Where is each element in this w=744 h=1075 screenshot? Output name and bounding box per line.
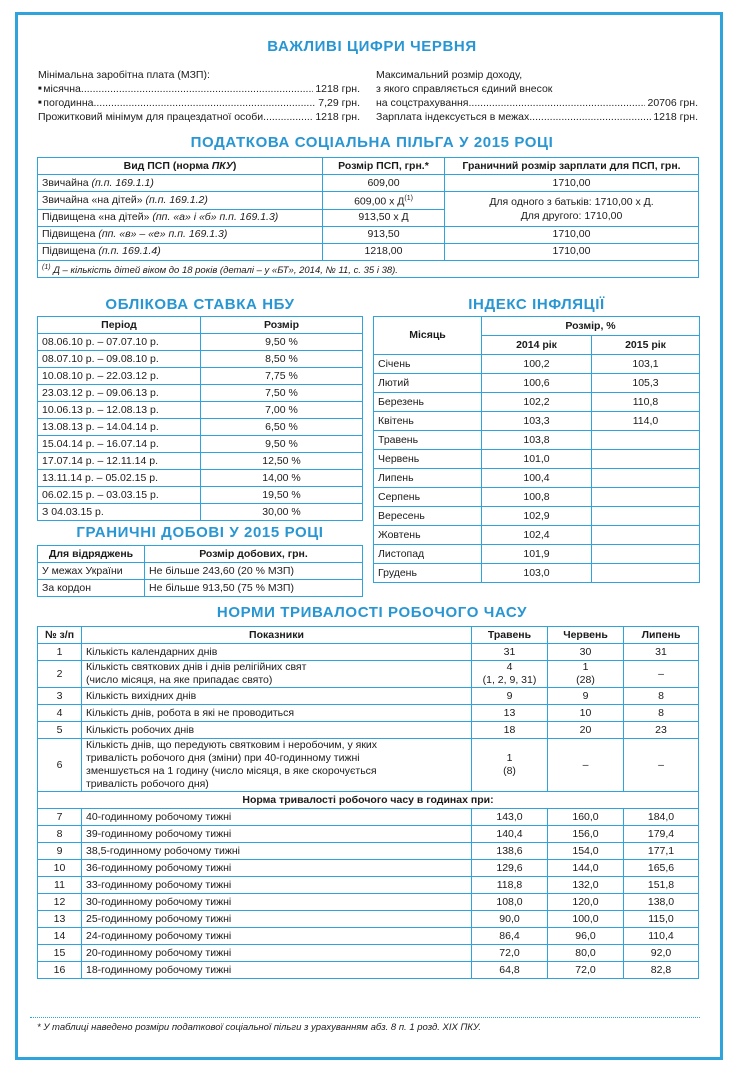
inflation-2014-cell: 103,0 xyxy=(482,564,592,583)
inflation-2014-cell: 102,2 xyxy=(482,393,592,412)
nbu-period-cell: 06.02.15 р. – 03.03.15 р. xyxy=(38,487,201,504)
mzp-hourly-row xyxy=(38,96,360,110)
inflation-header-month: Місяць xyxy=(374,317,482,355)
norms-may-cell: 118,8 xyxy=(472,877,548,894)
inflation-month-cell: Листопад xyxy=(374,545,482,564)
table-row xyxy=(38,368,363,385)
norms-jul-cell: 184,0 xyxy=(624,809,699,826)
norms-indicator-cell: Кількість робочих днів xyxy=(82,722,472,739)
norms-indicator-cell: 33-годинному робочому тижні xyxy=(82,877,472,894)
norms-num-cell: 5 xyxy=(38,722,82,739)
daily-trip-cell: У межах України xyxy=(38,563,145,580)
daily-header-size: Розмір добових, грн. xyxy=(145,546,363,563)
norms-indicator-cell: Кількість святкових днів і днів релігійних свят (число місяця, на яке припадає свято) xyxy=(82,661,472,688)
inflation-header-size: Розмір, % xyxy=(482,317,700,336)
norms-jun-cell: 10 xyxy=(548,705,624,722)
mzp-label: Мінімальна заробітна плата (МЗП): xyxy=(38,69,210,81)
table-row xyxy=(38,334,363,351)
inflation-2014-cell: 100,4 xyxy=(482,469,592,488)
table-row xyxy=(38,351,363,368)
psp-limit-cell: 1710,00 xyxy=(445,243,699,260)
table-row xyxy=(374,507,700,526)
table-row xyxy=(38,644,699,661)
norms-num-cell: 12 xyxy=(38,894,82,911)
norms-jul-cell: – xyxy=(624,739,699,792)
table-row xyxy=(38,860,699,877)
norms-indicator-cell: Кількість вихідних днів xyxy=(82,688,472,705)
inflation-month-cell: Липень xyxy=(374,469,482,488)
living-min-row xyxy=(38,110,360,124)
norms-jul-cell: 151,8 xyxy=(624,877,699,894)
nbu-period-cell: 13.08.13 р. – 14.04.14 р. xyxy=(38,419,201,436)
norms-header-july: Липень xyxy=(624,627,699,644)
nbu-period-cell: 15.04.14 р. – 16.07.14 р. xyxy=(38,436,201,453)
inflation-month-cell: Грудень xyxy=(374,564,482,583)
inflation-2014-cell: 103,8 xyxy=(482,431,592,450)
table-row xyxy=(38,894,699,911)
daily-title: ГРАНИЧНІ ДОБОВІ У 2015 РОЦІ xyxy=(76,524,324,541)
inflation-2015-cell xyxy=(592,564,700,583)
psp-header-row xyxy=(38,158,699,175)
table-row xyxy=(374,412,700,431)
table-row xyxy=(38,911,699,928)
table-row xyxy=(38,843,699,860)
mzp-hourly-label: ■ погодинна xyxy=(38,96,93,110)
norms-table xyxy=(37,626,699,979)
important-left-block xyxy=(38,68,360,124)
max-income-line3: на соцстрахування xyxy=(376,97,469,109)
nbu-size-cell: 6,50 % xyxy=(201,419,363,436)
nbu-table xyxy=(37,316,363,521)
table-row xyxy=(374,469,700,488)
psp-header-type: Вид ПСП (норма ПКУ) xyxy=(38,158,323,175)
psp-type-cell: Підвищена (пп. «в» – «е» п.п. 169.1.3) xyxy=(38,226,323,243)
norms-may-cell: 9 xyxy=(472,688,548,705)
table-row xyxy=(38,580,363,597)
norms-num-cell: 6 xyxy=(38,739,82,792)
norms-indicator-cell: Кількість днів, робота в які не проводиться xyxy=(82,705,472,722)
max-income-line1: Максимальний розмір доходу, xyxy=(376,69,523,81)
max-income-row xyxy=(376,96,698,110)
inflation-2014-cell: 100,2 xyxy=(482,355,592,374)
table-row xyxy=(38,962,699,979)
inflation-month-cell: Квітень xyxy=(374,412,482,431)
psp-header-limit: Граничний розмір зарплати для ПСП, грн. xyxy=(445,158,699,175)
nbu-size-cell: 14,00 % xyxy=(201,470,363,487)
psp-size-cell: 609,00 xyxy=(323,175,445,192)
norms-num-cell: 14 xyxy=(38,928,82,945)
norms-may-cell: 108,0 xyxy=(472,894,548,911)
psp-size-cell: 1218,00 xyxy=(323,243,445,260)
nbu-size-cell: 9,50 % xyxy=(201,436,363,453)
norms-may-cell: 90,0 xyxy=(472,911,548,928)
norms-jun-cell: 100,0 xyxy=(548,911,624,928)
norms-indicator-cell: 39-годинному робочому тижні xyxy=(82,826,472,843)
norms-jul-cell: – xyxy=(624,661,699,688)
inflation-2015-cell xyxy=(592,526,700,545)
table-row xyxy=(38,419,363,436)
psp-limit-cell: 1710,00 xyxy=(445,226,699,243)
norms-header-june: Червень xyxy=(548,627,624,644)
norms-jul-cell: 23 xyxy=(624,722,699,739)
norms-num-cell: 13 xyxy=(38,911,82,928)
mzp-monthly-label: ■ місячна xyxy=(38,82,81,96)
norms-num-cell: 1 xyxy=(38,644,82,661)
nbu-period-cell: 08.06.10 р. – 07.07.10 р. xyxy=(38,334,201,351)
norms-title: НОРМИ ТРИВАЛОСТІ РОБОЧОГО ЧАСУ xyxy=(216,604,528,621)
norms-may-cell: 129,6 xyxy=(472,860,548,877)
inflation-2015-cell: 105,3 xyxy=(592,374,700,393)
inflation-header-2015: 2015 рік xyxy=(592,336,700,355)
inflation-month-cell: Лютий xyxy=(374,374,482,393)
norms-may-cell: 72,0 xyxy=(472,945,548,962)
norms-num-cell: 16 xyxy=(38,962,82,979)
inflation-2015-cell xyxy=(592,431,700,450)
inflation-2014-cell: 100,8 xyxy=(482,488,592,507)
table-row xyxy=(38,192,699,210)
norms-header-may: Травень xyxy=(472,627,548,644)
norms-indicator-cell: 30-годинному робочому тижні xyxy=(82,894,472,911)
norms-jul-cell: 179,4 xyxy=(624,826,699,843)
norms-indicator-cell: 20-годинному робочому тижні xyxy=(82,945,472,962)
table-row xyxy=(38,175,699,192)
table-row xyxy=(38,470,363,487)
table-row xyxy=(38,945,699,962)
norms-header-indicator: Показники xyxy=(82,627,472,644)
living-min-label: Прожитковий мінімум для працездатної особи xyxy=(38,111,264,123)
nbu-size-cell: 30,00 % xyxy=(201,504,363,521)
norms-indicator-cell: 40-годинному робочому тижні xyxy=(82,809,472,826)
norms-indicator-cell: 36-годинному робочому тижні xyxy=(82,860,472,877)
inflation-2015-cell xyxy=(592,488,700,507)
nbu-title: ОБЛІКОВА СТАВКА НБУ xyxy=(105,296,295,313)
norms-jun-cell: 80,0 xyxy=(548,945,624,962)
norms-num-cell: 9 xyxy=(38,843,82,860)
norms-jul-cell: 115,0 xyxy=(624,911,699,928)
indexed-value: 1218 грн. xyxy=(653,111,698,123)
norms-indicator-cell: Кількість днів, що передують святковим і неробочим, у яких тривалість робочого дня (зміни) при 40-годинному тижні зменшується на 1 годину (число місяця, в яке скорочується тривалість робочого дня) xyxy=(82,739,472,792)
norms-jul-cell: 110,4 xyxy=(624,928,699,945)
table-row xyxy=(38,436,363,453)
norms-may-cell: 18 xyxy=(472,722,548,739)
norms-jun-cell: 72,0 xyxy=(548,962,624,979)
table-row xyxy=(38,385,363,402)
norms-jun-cell: 160,0 xyxy=(548,809,624,826)
norms-jul-cell: 92,0 xyxy=(624,945,699,962)
inflation-2015-cell xyxy=(592,450,700,469)
inflation-table xyxy=(373,316,700,583)
norms-may-cell: 138,6 xyxy=(472,843,548,860)
norms-jul-cell: 138,0 xyxy=(624,894,699,911)
norms-num-cell: 10 xyxy=(38,860,82,877)
table-row xyxy=(374,393,700,412)
table-row xyxy=(38,453,363,470)
norms-jun-cell: 96,0 xyxy=(548,928,624,945)
table-row xyxy=(374,545,700,564)
nbu-size-cell: 7,75 % xyxy=(201,368,363,385)
norms-jun-cell: 20 xyxy=(548,722,624,739)
nbu-period-cell: З 04.03.15 р. xyxy=(38,504,201,521)
psp-limit-cell: 1710,00 xyxy=(445,175,699,192)
table-row xyxy=(38,705,699,722)
inflation-month-cell: Червень xyxy=(374,450,482,469)
psp-table xyxy=(37,157,699,278)
nbu-period-cell: 10.06.13 р. – 12.08.13 р. xyxy=(38,402,201,419)
table-row xyxy=(38,243,699,260)
nbu-size-cell: 7,50 % xyxy=(201,385,363,402)
psp-type-cell: Звичайна (п.п. 169.1.1) xyxy=(38,175,323,192)
inflation-2014-cell: 100,6 xyxy=(482,374,592,393)
nbu-period-cell: 10.08.10 р. – 22.03.12 р. xyxy=(38,368,201,385)
inflation-2014-cell: 102,9 xyxy=(482,507,592,526)
norms-jun-cell: 132,0 xyxy=(548,877,624,894)
norms-may-cell: 1 (8) xyxy=(472,739,548,792)
nbu-size-cell: 12,50 % xyxy=(201,453,363,470)
living-min-value: 1218 грн. xyxy=(315,111,360,123)
important-right-block xyxy=(376,68,698,124)
table-row xyxy=(374,431,700,450)
norms-num-cell: 3 xyxy=(38,688,82,705)
psp-type-cell: Підвищена «на дітей» (пп. «а» і «б» п.п. 169.1.3) xyxy=(38,209,323,226)
table-row xyxy=(38,826,699,843)
psp-size-cell: 913,50 х Д xyxy=(323,209,445,226)
daily-header-row xyxy=(38,546,363,563)
max-income-value: 20706 грн. xyxy=(647,97,698,109)
norms-may-cell: 13 xyxy=(472,705,548,722)
norms-num-cell: 7 xyxy=(38,809,82,826)
psp-size-cell: 913,50 xyxy=(323,226,445,243)
norms-jun-cell: 156,0 xyxy=(548,826,624,843)
daily-size-cell: Не більше 243,60 (20 % МЗП) xyxy=(145,563,363,580)
norms-jun-cell: 154,0 xyxy=(548,843,624,860)
norms-jun-cell: 9 xyxy=(548,688,624,705)
norms-jun-cell: – xyxy=(548,739,624,792)
nbu-header-period: Період xyxy=(38,317,201,334)
table-row xyxy=(38,928,699,945)
nbu-period-cell: 23.03.12 р. – 09.06.13 р. xyxy=(38,385,201,402)
norms-jun-cell: 120,0 xyxy=(548,894,624,911)
norms-header-row xyxy=(38,627,699,644)
norms-may-cell: 4 (1, 2, 9, 31) xyxy=(472,661,548,688)
norms-indicator-cell: 18-годинному робочому тижні xyxy=(82,962,472,979)
table-row xyxy=(38,722,699,739)
norms-jun-cell: 144,0 xyxy=(548,860,624,877)
daily-header-trip: Для відряджень xyxy=(38,546,145,563)
norms-subheader-row xyxy=(38,792,699,809)
footer-note: * У таблиці наведено розміри податкової соціальної пільги з урахуванням абз. 8 п. 1 розд. XIX ПКУ. xyxy=(37,1022,481,1033)
inflation-2014-cell: 101,9 xyxy=(482,545,592,564)
daily-size-cell: Не більше 913,50 (75 % МЗП) xyxy=(145,580,363,597)
psp-footnote: $^{(1)}$ Д – кількість дітей віком до 18 років (деталі – у «БТ», 2014, № 11, с. 35 і 38). xyxy=(38,260,699,277)
mzp-hourly-value: 7,29 грн. xyxy=(318,97,360,109)
max-income-line2: з якого справляється єдиний внесок xyxy=(376,83,553,95)
nbu-size-cell: 9,50 % xyxy=(201,334,363,351)
norms-subheader: Норма тривалості робочого часу в годинах при: xyxy=(38,792,699,809)
inflation-month-cell: Травень xyxy=(374,431,482,450)
norms-jul-cell: 8 xyxy=(624,705,699,722)
norms-jul-cell: 177,1 xyxy=(624,843,699,860)
table-row xyxy=(374,488,700,507)
norms-num-cell: 15 xyxy=(38,945,82,962)
psp-title: ПОДАТКОВА СОЦІАЛЬНА ПІЛЬГА У 2015 РОЦІ xyxy=(190,134,554,151)
inflation-title: ІНДЕКС ІНФЛЯЦІЇ xyxy=(468,296,605,313)
norms-jul-cell: 82,8 xyxy=(624,962,699,979)
table-row xyxy=(374,450,700,469)
inflation-2015-cell xyxy=(592,507,700,526)
nbu-header-row xyxy=(38,317,363,334)
norms-jun-cell: 1 (28) xyxy=(548,661,624,688)
nbu-header-size: Розмір xyxy=(201,317,363,334)
nbu-period-cell: 17.07.14 р. – 12.11.14 р. xyxy=(38,453,201,470)
inflation-2015-cell: 110,8 xyxy=(592,393,700,412)
inflation-2014-cell: 101,0 xyxy=(482,450,592,469)
inflation-header-2014: 2014 рік xyxy=(482,336,592,355)
inflation-2014-cell: 103,3 xyxy=(482,412,592,431)
table-row xyxy=(38,809,699,826)
nbu-period-cell: 08.07.10 р. – 09.08.10 р. xyxy=(38,351,201,368)
psp-type-cell: Підвищена (п.п. 169.1.4) xyxy=(38,243,323,260)
table-row xyxy=(38,739,699,792)
norms-jul-cell: 165,6 xyxy=(624,860,699,877)
norms-jun-cell: 30 xyxy=(548,644,624,661)
table-row xyxy=(374,564,700,583)
psp-header-size: Розмір ПСП, грн.* xyxy=(323,158,445,175)
norms-may-cell: 140,4 xyxy=(472,826,548,843)
psp-size-cell: 609,00 х $Д^{(1)}$ xyxy=(323,192,445,210)
norms-may-cell: 64,8 xyxy=(472,962,548,979)
inflation-month-cell: Серпень xyxy=(374,488,482,507)
psp-limit-merged-cell: Для одного з батьків: 1710,00 х Д. Для другого: 1710,00 xyxy=(445,192,699,227)
table-row xyxy=(38,487,363,504)
norms-indicator-cell: Кількість календарних днів xyxy=(82,644,472,661)
inflation-month-cell: Березень xyxy=(374,393,482,412)
table-row xyxy=(38,688,699,705)
norms-indicator-cell: 25-годинному робочому тижні xyxy=(82,911,472,928)
norms-num-cell: 4 xyxy=(38,705,82,722)
table-row xyxy=(38,226,699,243)
inflation-header-row xyxy=(374,317,700,336)
norms-may-cell: 31 xyxy=(472,644,548,661)
norms-jul-cell: 8 xyxy=(624,688,699,705)
table-row xyxy=(38,504,363,521)
psp-footnote-row xyxy=(38,260,699,277)
inflation-2015-cell: 103,1 xyxy=(592,355,700,374)
norms-header-num: № з/п xyxy=(38,627,82,644)
inflation-2015-cell xyxy=(592,545,700,564)
nbu-size-cell: 8,50 % xyxy=(201,351,363,368)
indexed-label: Зарплата індексується в межах xyxy=(376,111,530,123)
inflation-month-cell: Жовтень xyxy=(374,526,482,545)
daily-trip-cell: За кордон xyxy=(38,580,145,597)
inflation-month-cell: Січень xyxy=(374,355,482,374)
norms-indicator-cell: 38,5-годинному робочому тижні xyxy=(82,843,472,860)
table-row xyxy=(374,526,700,545)
norms-indicator-cell: 24-годинному робочому тижні xyxy=(82,928,472,945)
mzp-monthly-row xyxy=(38,82,360,96)
table-row xyxy=(38,402,363,419)
nbu-size-cell: 19,50 % xyxy=(201,487,363,504)
table-row xyxy=(38,661,699,688)
inflation-2015-cell: 114,0 xyxy=(592,412,700,431)
indexed-row xyxy=(376,110,698,124)
table-row xyxy=(374,355,700,374)
table-row xyxy=(38,563,363,580)
daily-table xyxy=(37,545,363,597)
table-row xyxy=(38,877,699,894)
inflation-2015-cell xyxy=(592,469,700,488)
norms-may-cell: 86,4 xyxy=(472,928,548,945)
norms-num-cell: 11 xyxy=(38,877,82,894)
mzp-monthly-value: 1218 грн. xyxy=(315,83,360,95)
inflation-2014-cell: 102,4 xyxy=(482,526,592,545)
psp-type-cell: Звичайна «на дітей» (п.п. 169.1.2) xyxy=(38,192,323,210)
inflation-month-cell: Вересень xyxy=(374,507,482,526)
table-row xyxy=(374,374,700,393)
nbu-size-cell: 7,00 % xyxy=(201,402,363,419)
norms-num-cell: 2 xyxy=(38,661,82,688)
nbu-period-cell: 13.11.14 р. – 05.02.15 р. xyxy=(38,470,201,487)
footer-separator xyxy=(30,1017,700,1018)
norms-num-cell: 8 xyxy=(38,826,82,843)
important-title: ВАЖЛИВІ ЦИФРИ ЧЕРВНЯ xyxy=(267,38,477,55)
norms-may-cell: 143,0 xyxy=(472,809,548,826)
norms-jul-cell: 31 xyxy=(624,644,699,661)
